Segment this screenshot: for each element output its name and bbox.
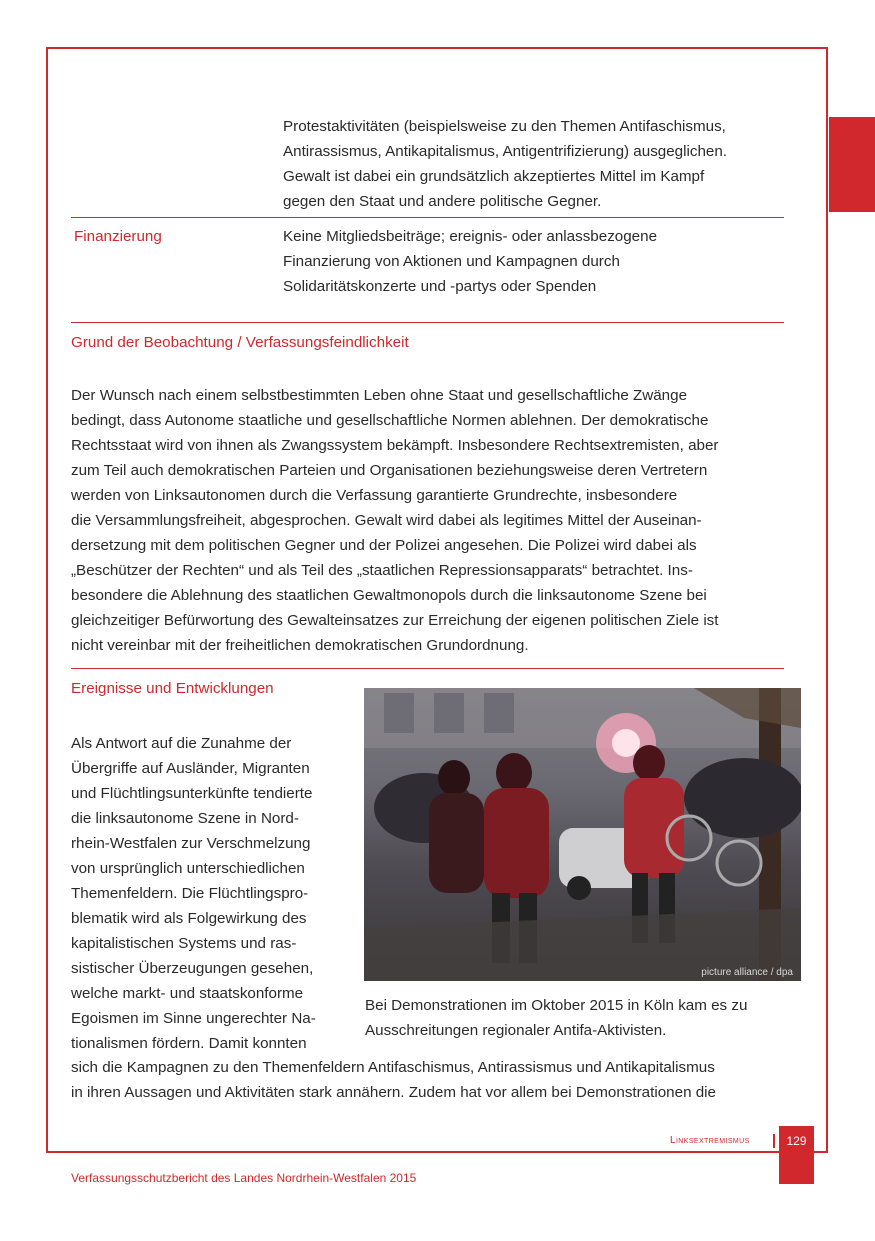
text-line: gegen den Staat und andere politische Gegner. (283, 193, 602, 210)
text-line: von ursprünglich unterschiedlichen (71, 860, 305, 877)
text-line: werden von Linksautonomen durch die Verfassung garantierte Grundrechte, insbesondere (71, 487, 678, 504)
text-line: blematik wird als Folgewirkung des (71, 910, 307, 927)
running-section-label: Linksextremismus (670, 1135, 750, 1146)
text-line: Rechtsstaat wird von ihnen als Zwangssystem bekämpft. Insbesondere Rechtsextremisten, aber (71, 437, 719, 454)
text-line: nicht vereinbar mit der freiheitlichen demokratischen Grundordnung. (71, 637, 529, 654)
photo-illustration (364, 688, 801, 981)
text-line: rhein-Westfalen zur Verschmelzung (71, 835, 311, 852)
text-line: Egoismen im Sinne ungerechter Na- (71, 1010, 316, 1027)
text-line: Solidaritätskonzerte und -partys oder Spenden (283, 278, 597, 295)
text-line: zum Teil auch demokratischen Parteien und Organisationen beziehungsweise deren Vertretern (71, 462, 708, 479)
paragraph-ereignisse-continued (71, 1055, 716, 1105)
text-line: Der Wunsch nach einem selbstbestimmten Leben ohne Staat und gesellschaftliche Zwänge (71, 387, 688, 404)
demonstration-photo (364, 688, 801, 981)
text-line: Themenfeldern. Die Flüchtlingspro- (71, 885, 309, 902)
text-line: tionalismen fördern. Damit konnten (71, 1035, 307, 1052)
chapter-tab-marker (829, 117, 875, 212)
text-line: „Beschützer der Rechten“ und als Teil des „staatlichen Repressionsapparats“ betrachtet. Ins- (71, 562, 693, 579)
text-line: sich die Kampagnen zu den Themenfeldern Antifaschismus, Antirassismus und Antikapitalismus (71, 1059, 715, 1076)
section-heading-grund: Grund der Beobachtung / Verfassungsfeindlichkeit (71, 334, 409, 351)
text-line: die Versammlungsfreiheit, abgesprochen. Gewalt wird dabei als legitimes Mittel der Auseinan- (71, 512, 702, 529)
photo-credit: picture alliance / dpa (701, 967, 793, 978)
text-line: in ihren Aussagen und Aktivitäten stark annähern. Zudem hat vor allem bei Demonstrationen die (71, 1084, 717, 1101)
text-line: die linksautonome Szene in Nord- (71, 810, 299, 827)
footer-separator (773, 1134, 775, 1148)
table-label-finanzierung: Finanzierung (74, 228, 162, 245)
publication-title: Verfassungsschutzbericht des Landes Nordrhein-Westfalen 2015 (71, 1171, 417, 1185)
caption-line: Bei Demonstrationen im Oktober 2015 in Köln kam es zu (365, 997, 748, 1014)
section-divider (71, 322, 784, 323)
text-line: gleichzeitiger Befürwortung des Gewalteinsatzes zur Erreichung der eigenen politischen Ziele ist (71, 612, 719, 629)
text-line: Gewalt ist dabei ein grundsätzlich akzeptiertes Mittel im Kampf (283, 168, 705, 185)
text-line: Protestaktivitäten (beispielsweise zu den Themen Antifaschismus, (283, 118, 726, 135)
text-line: und Flüchtlingsunterkünfte tendierte (71, 785, 313, 802)
caption-line: Ausschreitungen regionaler Antifa-Aktivisten. (365, 1022, 667, 1039)
text-line: bedingt, dass Autonome staatliche und gesellschaftliche Normen ablehnen. Der demokratische (71, 412, 709, 429)
text-line: sistischer Überzeugungen gesehen, (71, 960, 314, 977)
text-line: Als Antwort auf die Zunahme der (71, 735, 292, 752)
section-divider (71, 668, 784, 669)
text-line: welche markt- und staatskonforme (71, 985, 304, 1002)
text-line: besondere die Ablehnung des staatlichen Gewaltmonopols durch die linksautonome Szene bei (71, 587, 707, 604)
text-line: Finanzierung von Aktionen und Kampagnen durch (283, 253, 620, 270)
paragraph-ereignisse-column (71, 731, 316, 1056)
text-line: dersetzung mit dem politischen Gegner und der Polizei angesehen. Die Polizei wird dabei als (71, 537, 697, 554)
table-cell-protest-text (283, 114, 727, 214)
table-cell-finanzierung-text (283, 224, 657, 299)
text-line: Übergriffe auf Ausländer, Migranten (71, 760, 310, 777)
text-line: Antirassismus, Antikapitalismus, Antigentrifizierung) ausgeglichen. (283, 143, 728, 160)
text-line: Keine Mitgliedsbeiträge; ereignis- oder anlassbezogene (283, 228, 658, 245)
text-line: kapitalistischen Systems und ras- (71, 935, 297, 952)
section-heading-ereignisse: Ereignisse und Entwicklungen (71, 680, 274, 697)
page-number: 129 (779, 1126, 814, 1184)
table-row-divider (71, 217, 784, 218)
paragraph-grund (71, 383, 719, 658)
photo-caption (365, 993, 747, 1043)
